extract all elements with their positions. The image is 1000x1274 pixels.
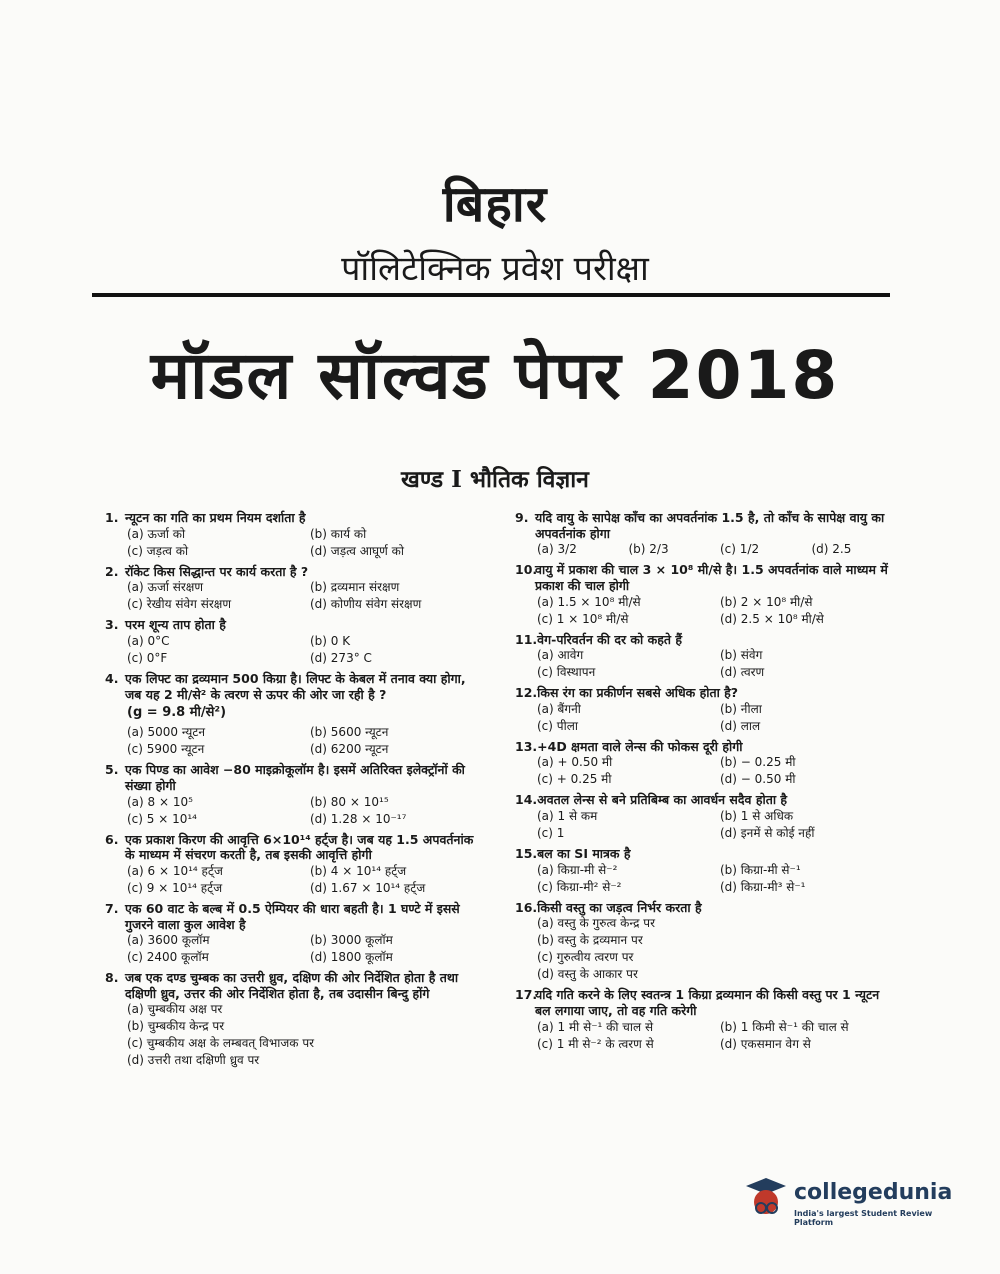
answer-option: (b) 1 किमी से⁻¹ की चाल से <box>720 1019 849 1034</box>
question-text: वायु में प्रकाश की चाल 3 × 10⁸ मी/से है। 1.5 अपवर्तनांक वाले माध्यम में प्रकाश की चाल होगी <box>535 562 888 593</box>
question-number: 13. <box>515 738 538 754</box>
answer-option: (d) लाल <box>720 718 761 733</box>
question-text: एक 60 वाट के बल्ब में 0.5 ऐम्पियर की धारा बहती है। 1 घण्टे में इससे गुजरने वाला कुल आवेश है <box>125 900 460 932</box>
answer-option: (b) संवेग <box>720 648 763 663</box>
answer-option: (b) वस्तु के द्रव्यमान पर <box>537 933 643 948</box>
question-stem <box>105 671 485 702</box>
answer-option: (b) कार्य को <box>310 526 367 541</box>
question-stem <box>105 762 485 793</box>
collegedunia-logo <box>744 1176 974 1226</box>
question-stem <box>105 510 485 526</box>
answer-option: (c) रेखीय संवेग संरक्षण <box>127 597 232 612</box>
question-number: 3. <box>105 617 119 633</box>
answer-option: (a) आवेग <box>537 648 584 663</box>
answer-option: (c) गुरुत्वीय त्वरण पर <box>537 950 634 965</box>
answer-option: (a) 8 × 10⁵ <box>127 794 193 809</box>
question-text: परम शून्य ताप होता है <box>125 617 226 633</box>
question-number: 12. <box>515 685 538 701</box>
answer-option: (b) 1 से अधिक <box>720 809 794 823</box>
section-heading: खण्ड I भौतिक विज्ञान <box>401 466 589 493</box>
question-number: 10. <box>515 562 538 578</box>
answer-option: (a) बैंगनी <box>537 701 581 716</box>
answer-option: (a) 3/2 <box>537 542 577 557</box>
option-list <box>537 701 895 735</box>
question-number: 1. <box>105 510 119 525</box>
question <box>515 792 895 842</box>
answer-option: (d) 2.5 <box>811 542 852 557</box>
option-list <box>127 794 485 828</box>
answer-option: (b) 80 × 10¹⁵ <box>310 794 389 809</box>
question-number: 15. <box>515 846 538 861</box>
option-list <box>537 862 895 896</box>
answer-option: (d) 1.67 × 10¹⁴ हर्ट्ज <box>310 880 426 895</box>
question-stem <box>515 510 895 541</box>
answer-option: (b) 2/3 <box>628 542 669 557</box>
graduate-icon <box>744 1176 788 1222</box>
right-column <box>515 510 895 1057</box>
answer-option: (c) 1 मी से⁻² के त्वरण से <box>537 1036 654 1051</box>
answer-option: (c) 1/2 <box>720 542 760 557</box>
answer-option: (c) 2400 कूलॉम <box>127 950 209 965</box>
answer-option: (d) जड़त्व आघूर्ण को <box>310 543 404 558</box>
answer-option: (d) किग्रा-मी³ से⁻¹ <box>720 879 806 894</box>
option-list <box>537 541 895 558</box>
logo-tagline: India's largest Student Review Platform <box>794 1209 933 1227</box>
answer-option: (a) 3600 कूलॉम <box>127 933 210 948</box>
answer-option: (a) वस्तु के गुरुत्व केन्द्र पर <box>537 916 655 931</box>
answer-option: (d) 1800 कूलॉम <box>310 950 393 965</box>
question-number: 17. <box>515 987 538 1003</box>
answer-option: (c) किग्रा-मी² से⁻² <box>537 879 622 894</box>
question-number: 2. <box>105 563 119 579</box>
option-list <box>537 647 895 681</box>
question-stem <box>105 832 485 863</box>
option-list <box>537 808 895 842</box>
question <box>515 562 895 627</box>
question-text: वेग-परिवर्तन की दर को कहते हैं <box>537 631 682 647</box>
question-stem <box>105 617 485 633</box>
question-text: एक पिण्ड का आवेश −80 माइक्रोकूलॉम है। इसमें अतिरिक्त इलेक्ट्रॉनों की संख्या होगी <box>125 762 465 793</box>
option-list <box>127 1001 485 1069</box>
question-text: यदि वायु के सापेक्ष काँच का अपवर्तनांक 1.5 है, तो काँच के सापेक्ष वायु का अपवर्तनांक होगा <box>535 510 885 541</box>
answer-option: (a) 1 मी से⁻¹ की चाल से <box>537 1019 654 1034</box>
answer-option: (c) + 0.25 मी <box>537 772 612 787</box>
question-stem <box>515 739 895 755</box>
question-number: 16. <box>515 899 538 915</box>
answer-option: (b) 3000 कूलॉम <box>310 933 393 948</box>
title-exam: पॉलिटेक्निक प्रवेश परीक्षा <box>341 249 649 289</box>
answer-option: (b) 0 K <box>310 633 351 648</box>
question-text: एक लिफ्ट का द्रव्यमान 500 किग्रा है। लिफ्ट के केबल में तनाव क्या होगा, जब यह 2 मी/से² के त्वरण से ऊपर की ओर जा रही है ? <box>125 670 466 702</box>
option-list <box>127 526 485 560</box>
question-stem <box>105 564 485 580</box>
question-stem <box>515 685 895 701</box>
answer-option: (a) 0°C <box>127 633 170 648</box>
question <box>105 510 485 560</box>
question-number: 7. <box>105 900 119 916</box>
question-stem <box>515 632 895 648</box>
answer-option: (c) 1 × 10⁸ मी/से <box>537 611 629 626</box>
question <box>105 617 485 667</box>
question-text: रॉकेट किस सिद्धान्त पर कार्य करता है ? <box>125 563 309 579</box>
question-text: किस रंग का प्रकीर्णन सबसे अधिक होता है? <box>537 685 739 701</box>
question <box>515 739 895 789</box>
title-state: बिहार <box>442 175 548 233</box>
question-number: 9. <box>515 510 529 525</box>
question-stem <box>105 970 485 1001</box>
option-list <box>537 1019 895 1053</box>
question <box>105 970 485 1069</box>
question <box>105 671 485 759</box>
question-stem <box>515 900 895 916</box>
answer-option: (a) ऊर्जा को <box>127 526 186 541</box>
option-list <box>537 754 895 788</box>
question-text: न्यूटन का गति का प्रथम नियम दर्शाता है <box>125 510 306 525</box>
answer-option: (d) इनमें से कोई नहीं <box>720 826 815 840</box>
answer-option: (b) 4 × 10¹⁴ हर्ट्ज <box>310 863 407 878</box>
left-column <box>105 510 485 1073</box>
option-list <box>127 633 485 667</box>
question <box>515 685 895 735</box>
title-paper: मॉडल सॉल्वड पेपर 2018 <box>150 337 840 414</box>
question-stem <box>105 901 485 932</box>
question-stem <box>515 987 895 1018</box>
answer-option: (b) 2 × 10⁸ मी/से <box>720 594 813 609</box>
question-given: (g = 9.8 मी/से²) <box>127 705 227 721</box>
question-text: यदि गति करने के लिए स्वतन्त्र 1 किग्रा द्रव्यमान की किसी वस्तु पर 1 न्यूटन बल लगाया जाए, तो वह गति करेगी <box>535 987 880 1018</box>
question-text: बल का SI मात्रक है <box>537 846 631 861</box>
question-text: एक प्रकाश किरण की आवृत्ति 6×10¹⁴ हर्ट्ज है। जब यह 1.5 अपवर्तनांक के माध्यम में संचरण करती है, तब इसकी आवृत्ति होगी <box>125 831 474 863</box>
answer-option: (c) जड़त्व को <box>127 543 189 558</box>
answer-option: (d) 1.28 × 10⁻¹⁷ <box>310 811 407 826</box>
question-number: 11. <box>515 631 538 647</box>
question <box>105 901 485 966</box>
question-text: +4D क्षमता वाले लेन्स की फोकस दूरी होगी <box>537 738 743 754</box>
question-number: 6. <box>105 831 119 847</box>
question <box>515 987 895 1052</box>
answer-option: (d) त्वरण <box>720 665 765 680</box>
question-stem <box>515 562 895 593</box>
logo-name: collegedunia <box>794 1180 953 1205</box>
answer-option: (b) − 0.25 मी <box>720 755 796 770</box>
answer-option: (d) 273° C <box>310 650 372 665</box>
answer-option: (a) 6 × 10¹⁴ हर्ट्ज <box>127 863 223 878</box>
question <box>105 564 485 614</box>
answer-option: (a) 1.5 × 10⁸ मी/से <box>537 594 641 609</box>
question <box>515 510 895 558</box>
question <box>105 832 485 897</box>
question <box>105 762 485 827</box>
answer-option: (a) ऊर्जा संरक्षण <box>127 580 204 595</box>
answer-option: (d) एकसमान वेग से <box>720 1036 811 1051</box>
answer-option: (a) किग्रा-मी से⁻² <box>537 862 618 877</box>
option-list <box>537 915 895 983</box>
answer-option: (a) + 0.50 मी <box>537 755 613 770</box>
question-stem <box>515 846 895 862</box>
option-list <box>127 932 485 966</box>
question-number: 4. <box>105 670 119 686</box>
answer-option: (c) पीला <box>537 718 578 733</box>
question-number: 8. <box>105 970 119 986</box>
answer-option: (c) चुम्बकीय अक्ष के लम्बवत् विभाजक पर <box>127 1036 315 1051</box>
answer-option: (c) 9 × 10¹⁴ हर्ट्ज <box>127 880 223 895</box>
answer-option: (a) चुम्बकीय अक्ष पर <box>127 1002 223 1017</box>
question <box>515 632 895 682</box>
answer-option: (d) 2.5 × 10⁸ मी/से <box>720 611 824 626</box>
answer-option: (a) 1 से कम <box>537 809 598 823</box>
question-stem <box>515 792 895 808</box>
answer-option: (d) उत्तरी तथा दक्षिणी ध्रुव पर <box>127 1053 260 1068</box>
question-text: किसी वस्तु का जड़त्व निर्भर करता है <box>537 899 702 915</box>
answer-option: (b) चुम्बकीय केन्द्र पर <box>127 1019 225 1034</box>
answer-option: (d) कोणीय संवेग संरक्षण <box>310 597 422 612</box>
question <box>515 846 895 896</box>
header-rule <box>92 293 890 297</box>
question-number: 14. <box>515 792 538 808</box>
option-list <box>127 724 485 758</box>
answer-option: (c) विस्थापन <box>537 665 596 680</box>
answer-option: (b) 5600 न्यूटन <box>310 725 389 740</box>
answer-option: (b) नीला <box>720 701 762 716</box>
option-list <box>127 863 485 897</box>
answer-option: (a) 5000 न्यूटन <box>127 725 206 740</box>
answer-option: (d) 6200 न्यूटन <box>310 742 389 757</box>
answer-option: (d) − 0.50 मी <box>720 772 796 787</box>
option-list <box>127 579 485 613</box>
answer-option: (b) द्रव्यमान संरक्षण <box>310 580 400 595</box>
answer-option: (c) 0°F <box>127 650 168 665</box>
answer-option: (c) 5 × 10¹⁴ <box>127 811 197 826</box>
question <box>515 900 895 984</box>
answer-option: (b) किग्रा-मी से⁻¹ <box>720 862 801 877</box>
answer-option: (d) वस्तु के आकार पर <box>537 967 638 982</box>
question-text: अवतल लेन्स से बने प्रतिबिम्ब का आवर्धन सदैव होता है <box>537 792 788 808</box>
option-list <box>537 594 895 628</box>
answer-option: (c) 1 <box>537 826 565 840</box>
question-text: जब एक दण्ड चुम्बक का उत्तरी ध्रुव, दक्षिण की ओर निर्देशित होता है तथा दक्षिणी ध्रुव, उत्तर की ओर निर्देशित होता है, तब उदासीन बिन्दु होंगे <box>125 970 459 1001</box>
answer-option: (c) 5900 न्यूटन <box>127 742 205 757</box>
question-number: 5. <box>105 762 119 778</box>
